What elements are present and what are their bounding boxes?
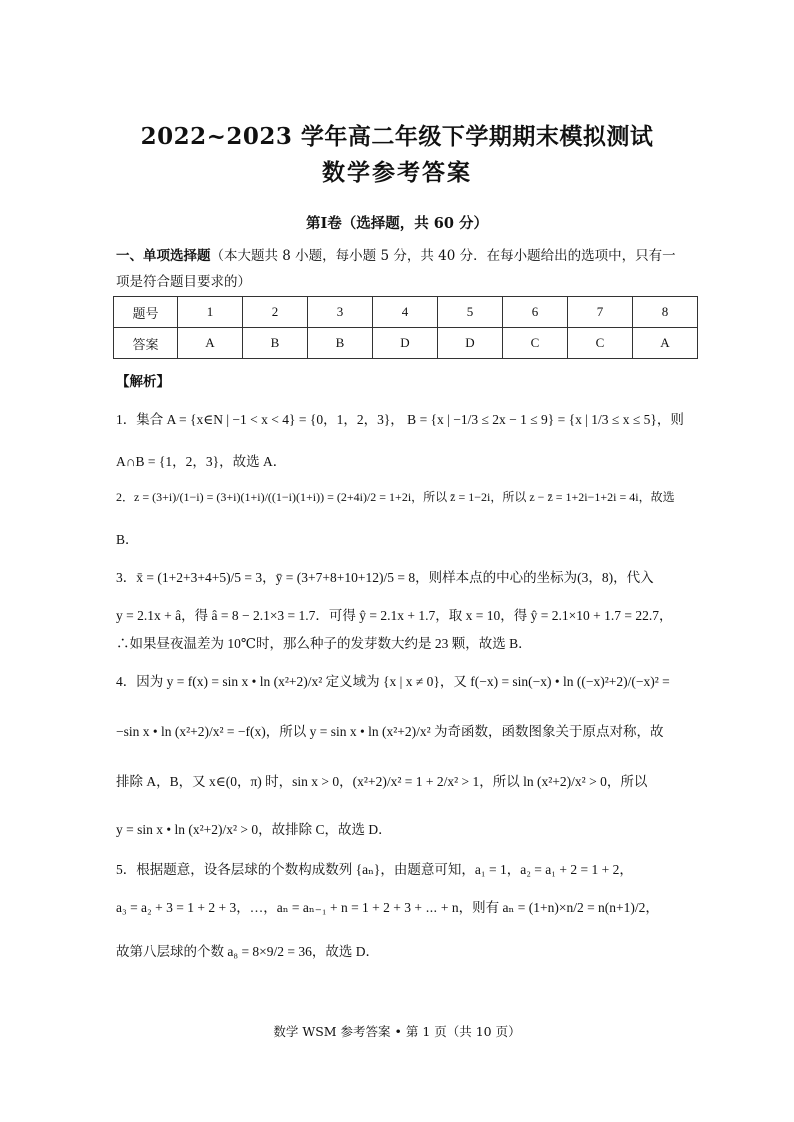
table-cell: A	[633, 328, 698, 359]
table-header-number: 题号	[114, 297, 178, 328]
solution-line: a₃ = a₂ + 3 = 1 + 2 + 3，…，aₙ = aₙ₋₁ + n = 1 + 2 + 3 + ⋯ + n，则有 aₙ = (1+n)×n/2 = n(n+1)/2，	[116, 900, 659, 915]
answer-table	[113, 296, 698, 359]
solution-line: B．	[116, 532, 139, 547]
table-cell: B	[243, 328, 308, 359]
table-cell: A	[178, 328, 243, 359]
table-row-answers	[114, 328, 698, 359]
solution-line: 2．z = (3+i)/(1−i) = (3+i)(1+i)/((1−i)(1+i)) = (2+4i)/2 = 1+2i，所以 z̄ = 1−2i，所以 z − z̄ = 1+2i−1+2i = 4i，故选	[116, 490, 675, 504]
solution-line: y = 2.1x + â，得 â = 8 − 2.1×3 = 1.7．可得 ŷ = 2.1x + 1.7，取 x = 10，得 ŷ = 2.1×10 + 1.7 = 22.7，	[116, 608, 673, 623]
section1-intro-line2: 项是符合题目要求的）	[116, 274, 251, 290]
section1-intro-line1	[116, 244, 676, 264]
solution-line: A∩B = {1，2，3}，故选 A．	[116, 454, 287, 469]
table-cell: 8	[633, 297, 698, 328]
table-cell: 7	[568, 297, 633, 328]
table-cell: 4	[373, 297, 438, 328]
table-cell: 1	[178, 297, 243, 328]
table-header-answer: 答案	[114, 328, 178, 359]
page-footer: 数学 WSM 参考答案 • 第 1 页（共 10 页）	[273, 1024, 521, 1039]
table-row-numbers	[114, 297, 698, 328]
section1-description: （本大题共 8 小题，每小题 5 分，共 40 分．在每小题给出的选项中，只有一	[210, 248, 676, 264]
solution-line: 4．因为 y = f(x) = sin x • ln (x²+2)/x² 定义域为 {x | x ≠ 0}，又 f(−x) = sin(−x) • ln ((−x)²+2)/(−x)² =	[116, 674, 670, 689]
section1-heading: 一、单项选择题	[116, 248, 211, 264]
volume-heading: 第Ⅰ卷（选择题，共 60 分）	[305, 215, 489, 232]
table-cell: C	[568, 328, 633, 359]
table-cell: B	[308, 328, 373, 359]
solution-line: 1．集合 A = {x∈N | −1 < x < 4} = {0，1，2，3}， B = {x | −1/3 ≤ 2x − 1 ≤ 9} = {x | 1/3 ≤ x ≤ 5}，则	[116, 412, 684, 427]
solution-line: 排除 A，B，又 x∈(0，π) 时，sin x > 0，(x²+2)/x² = 1 + 2/x² > 1，所以 ln (x²+2)/x² > 0，所以	[116, 774, 648, 789]
solution-line: 5．根据题意，设各层球的个数构成数列 {aₙ}，由题意可知，a₁ = 1，a₂ = a₁ + 2 = 1 + 2，	[116, 862, 633, 877]
table-cell: D	[438, 328, 503, 359]
analysis-heading: 【解析】	[116, 374, 170, 390]
table-cell: D	[373, 328, 438, 359]
table-cell: 2	[243, 297, 308, 328]
document-subtitle: 数学参考答案	[322, 159, 472, 186]
solution-line: −sin x • ln (x²+2)/x² = −f(x)，所以 y = sin x • ln (x²+2)/x² 为奇函数，函数图象关于原点对称，故	[116, 724, 664, 739]
table-cell: 6	[503, 297, 568, 328]
table-cell: C	[503, 328, 568, 359]
solution-line: 3．x̄ = (1+2+3+4+5)/5 = 3，ȳ = (3+7+8+10+12)/5 = 8，则样本点的中心的坐标为(3，8)，代入	[116, 570, 654, 585]
solution-line: y = sin x • ln (x²+2)/x² > 0，故排除 C，故选 D．	[116, 822, 392, 837]
solution-line: 故第八层球的个数 a₈ = 8×9/2 = 36，故选 D．	[116, 944, 380, 959]
table-cell: 3	[308, 297, 373, 328]
table-cell: 5	[438, 297, 503, 328]
solution-line: ∴如果昼夜温差为 10℃时，那么种子的发芽数大约是 23 颗，故选 B．	[116, 636, 532, 651]
document-title: 2022~2023 学年高二年级下学期期末模拟测试	[140, 123, 654, 150]
